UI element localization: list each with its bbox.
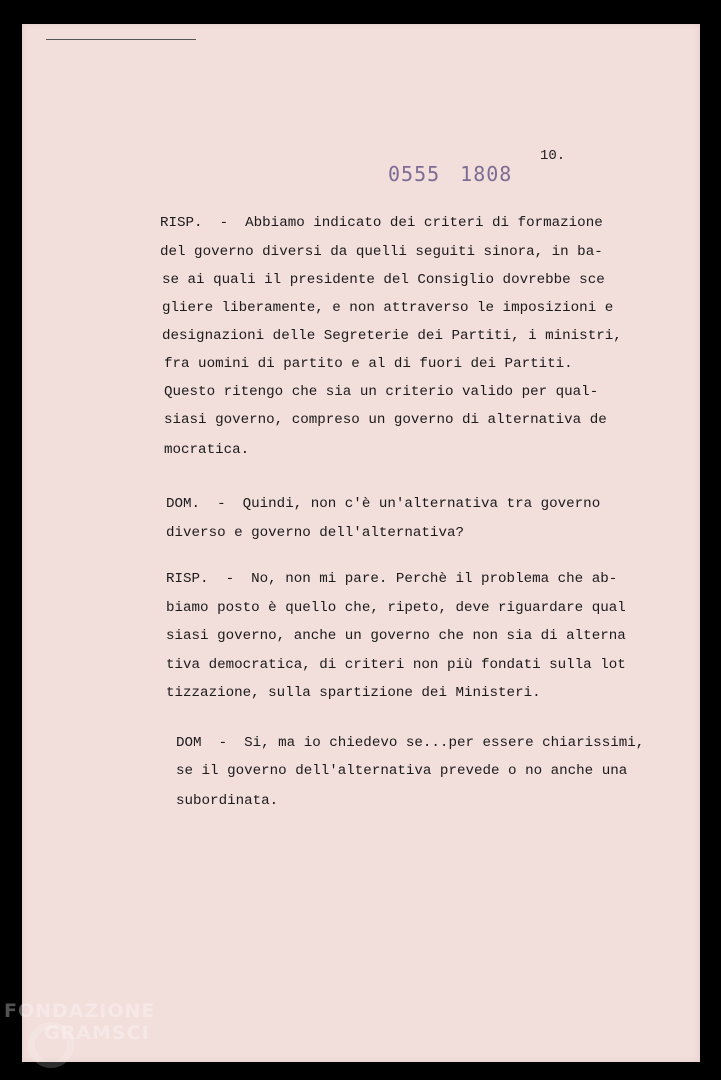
- fondazione-gramsci-watermark: [4, 1000, 155, 1044]
- text-line: biamo posto è quello che, ripeto, deve riguardare qual: [166, 600, 626, 616]
- text-line: fra uomini di partito e al di fuori dei Partiti.: [164, 356, 573, 372]
- text-line: mocratica.: [164, 442, 250, 458]
- text-line: del governo diversi da quelli seguiti sinora, in ba-: [160, 244, 603, 260]
- text-line: se ai quali il presidente del Consiglio dovrebbe sce: [162, 272, 605, 288]
- text-line: gliere liberamente, e non attraverso le imposizioni e: [162, 300, 614, 316]
- text-line: subordinata.: [176, 793, 279, 809]
- stamp-number-2: 1808: [460, 162, 513, 186]
- text-line: siasi governo, anche un governo che non sia di alterna: [166, 628, 626, 644]
- text-line: Questo ritengo che sia un criterio valido per qual-: [164, 384, 599, 400]
- text-line: DOM - Si, ma io chiedevo se...per essere chiarissimi,: [176, 735, 645, 751]
- text-line: RISP. - Abbiamo indicato dei criteri di formazione: [160, 215, 603, 231]
- text-line: tiva democratica, di criteri non più fondati sulla lot: [166, 657, 626, 673]
- watermark-line-2: GRAMSCI: [44, 1022, 150, 1044]
- text-line: designazioni delle Segreterie dei Partiti, i ministri,: [162, 328, 622, 344]
- text-line: tizzazione, sulla spartizione dei Ministeri.: [166, 685, 541, 701]
- text-line: se il governo dell'alternativa prevede o no anche una: [176, 763, 628, 779]
- text-line: siasi governo, compreso un governo di alternativa de: [164, 412, 607, 428]
- page-number: 10.: [540, 148, 566, 164]
- watermark-line-1: FONDAZIONE: [4, 1000, 156, 1022]
- text-line: diverso e governo dell'alternativa?: [166, 525, 464, 541]
- text-line: RISP. - No, non mi pare. Perchè il problema che ab-: [166, 571, 618, 587]
- text-line: DOM. - Quindi, non c'è un'alternativa tra governo: [166, 496, 601, 512]
- stamp-number-1: 0555: [388, 162, 441, 186]
